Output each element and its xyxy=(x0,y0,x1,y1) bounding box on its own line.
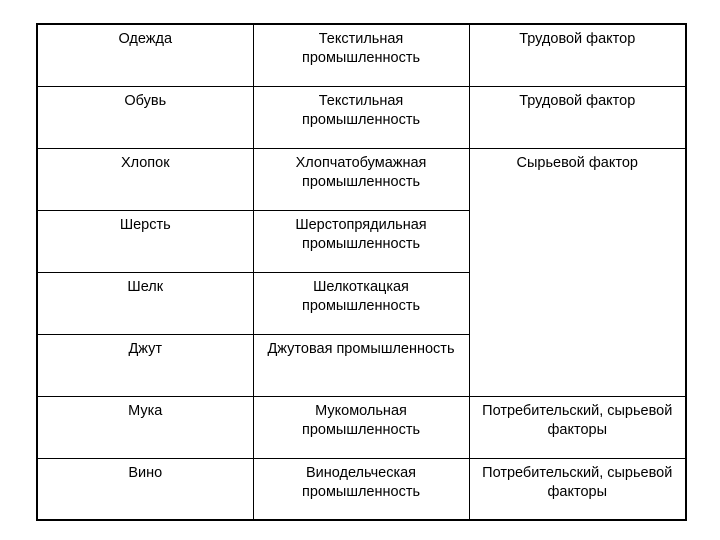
factor-cell xyxy=(469,396,686,458)
industry-cell xyxy=(253,210,469,272)
product-cell xyxy=(37,458,253,520)
product-cell xyxy=(37,396,253,458)
industry-text: Шелкоткацкая промышленность xyxy=(301,278,421,314)
factor-cell xyxy=(469,24,686,86)
industry-text: Шерстопрядильная промышленность xyxy=(295,216,427,252)
product-text: Джут xyxy=(128,340,163,357)
industry-text: Хлопчатобумажная промышленность xyxy=(295,154,427,190)
industry-cell xyxy=(253,396,469,458)
factor-text: Трудовой фактор xyxy=(519,92,636,109)
industry-text: Текстильная промышленность xyxy=(301,31,421,66)
industry-cell xyxy=(253,458,469,520)
product-cell xyxy=(37,334,253,396)
factor-cell xyxy=(469,458,686,520)
product-cell xyxy=(37,210,253,272)
industry-cell xyxy=(253,86,469,148)
product-cell xyxy=(37,272,253,334)
table-row xyxy=(37,148,686,210)
industry-text: Джутовая промышленность xyxy=(267,340,455,357)
factor-text: Потребительский, сырьевой факторы xyxy=(482,402,673,438)
industry-cell xyxy=(253,272,469,334)
industry-cell xyxy=(253,24,469,86)
table-row xyxy=(37,396,686,458)
product-text: Обувь xyxy=(124,92,167,109)
industry-text: Текстильная промышленность xyxy=(301,92,421,128)
product-text: Шерсть xyxy=(119,216,171,233)
factor-cell xyxy=(469,86,686,148)
table-row xyxy=(37,24,686,86)
product-cell xyxy=(37,24,253,86)
product-cell xyxy=(37,86,253,148)
industry-cell xyxy=(253,148,469,210)
factor-text: Трудовой фактор xyxy=(519,31,636,47)
factor-cell-merged xyxy=(469,148,686,396)
industry-cell xyxy=(253,334,469,396)
product-text: Вино xyxy=(128,464,163,481)
table-row xyxy=(37,458,686,520)
factor-text: Сырьевой фактор xyxy=(516,154,638,171)
industry-text: Винодельческая промышленность xyxy=(301,464,421,500)
product-text: Одежда xyxy=(118,31,173,47)
product-text: Шелк xyxy=(127,278,164,295)
product-cell xyxy=(37,148,253,210)
product-text: Мука xyxy=(128,402,163,419)
table-row xyxy=(37,86,686,148)
product-text: Хлопок xyxy=(120,154,170,171)
location-factors-table xyxy=(36,23,687,521)
factor-text: Потребительский, сырьевой факторы xyxy=(482,464,673,500)
industry-text: Мукомольная промышленность xyxy=(301,402,421,438)
